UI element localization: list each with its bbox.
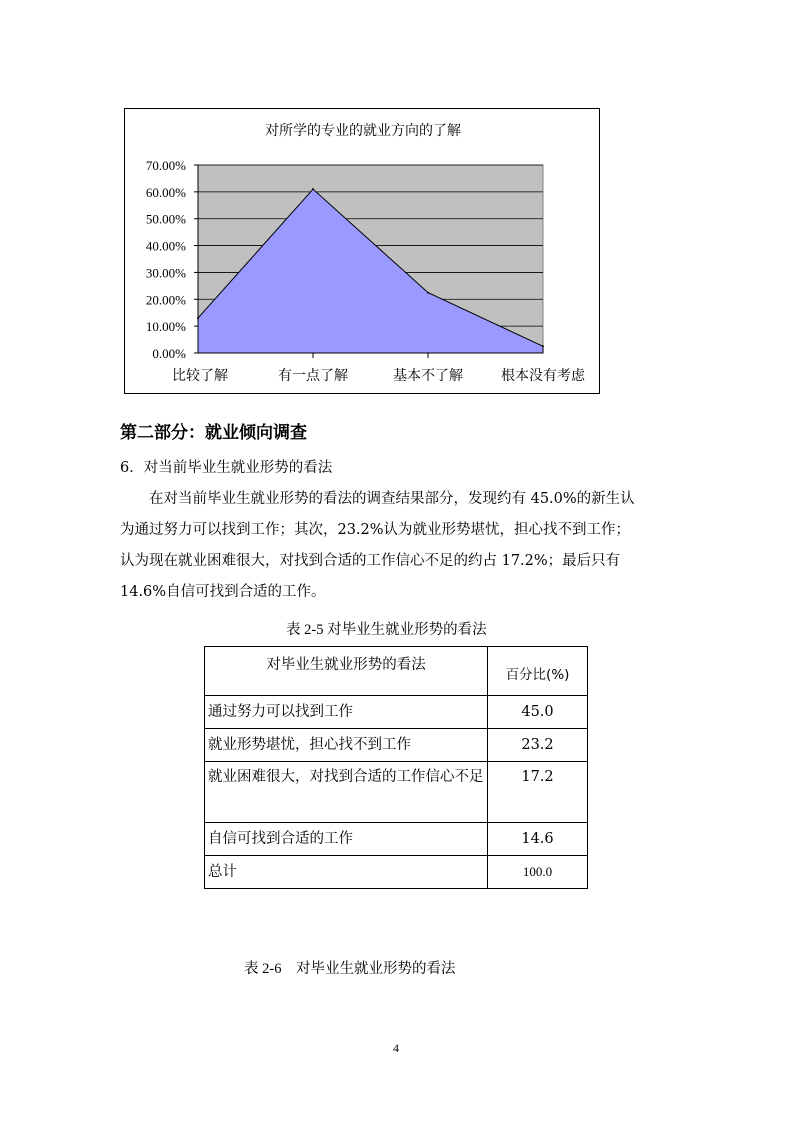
- y-tick-label: 60.00%: [145, 184, 186, 200]
- y-tick-label: 40.00%: [145, 238, 186, 254]
- opinion-cell: 通过努力可以找到工作: [205, 696, 488, 729]
- data-point: [427, 292, 429, 294]
- y-tick-label: 50.00%: [145, 211, 186, 227]
- data-point: [312, 188, 314, 190]
- percent-cell: 23.2: [488, 729, 588, 762]
- section-heading: 第二部分：就业倾向调查: [120, 423, 307, 443]
- y-tick-label: 10.00%: [145, 319, 186, 335]
- total-label-cell: 总计: [205, 856, 488, 889]
- header-cell-percent: 百分比(%): [488, 647, 588, 696]
- opinion-cell: 就业困难很大，对找到合适的工作信心不足: [205, 762, 488, 823]
- item-heading: 6．对当前毕业生就业形势的看法: [120, 460, 333, 476]
- paragraph-line: 为通过努力可以找到工作；其次，23.2%认为就业形势堪忧，担心找不到工作；: [120, 522, 631, 538]
- y-tick-label: 70.00%: [145, 158, 186, 173]
- header-cell-opinion: 对毕业生就业形势的看法: [205, 647, 488, 696]
- next-table-caption: 表 2-6 对毕业生就业形势的看法: [244, 961, 456, 977]
- table-header-row: [205, 647, 588, 696]
- y-tick-label: 0.00%: [152, 346, 186, 361]
- table-caption: 表 2-5 对毕业生就业形势的看法: [286, 622, 487, 638]
- table-total-row: [205, 856, 588, 889]
- y-tick-label: 20.00%: [145, 292, 186, 308]
- chart-frame: [124, 108, 600, 394]
- x-tick-label: 比较了解: [172, 368, 228, 384]
- percent-cell: 17.2: [488, 762, 588, 823]
- x-tick-label: 根本没有考虑: [501, 368, 585, 384]
- page-number: 4: [393, 1041, 399, 1055]
- area-chart: [125, 109, 601, 395]
- paragraph-line: 在对当前毕业生就业形势的看法的调查结果部分，发现约有 45.0%的新生认: [120, 491, 635, 507]
- opinion-cell: 就业形势堪忧，担心找不到工作: [205, 729, 488, 762]
- x-tick-label: 有一点了解: [278, 368, 348, 384]
- data-point: [542, 345, 544, 347]
- table-row: [205, 823, 588, 856]
- opinion-cell: 自信可找到合适的工作: [205, 823, 488, 856]
- body-paragraph: [120, 484, 676, 608]
- opinion-table: [204, 646, 588, 889]
- paragraph-line: 14.6%自信可找到合适的工作。: [120, 584, 326, 600]
- table-row: [205, 696, 588, 729]
- x-tick-label: 基本不了解: [393, 368, 463, 384]
- total-value-cell: 100.0: [488, 856, 588, 889]
- percent-cell: 14.6: [488, 823, 588, 856]
- paragraph-line: 认为现在就业困难很大，对找到合适的工作信心不足的约占 17.2%；最后只有: [120, 553, 621, 569]
- table-row: [205, 762, 588, 823]
- percent-cell: 45.0: [488, 696, 588, 729]
- table-row: [205, 729, 588, 762]
- chart-title: 对所学的专业的就业方向的了解: [265, 123, 461, 139]
- y-tick-label: 30.00%: [145, 265, 186, 281]
